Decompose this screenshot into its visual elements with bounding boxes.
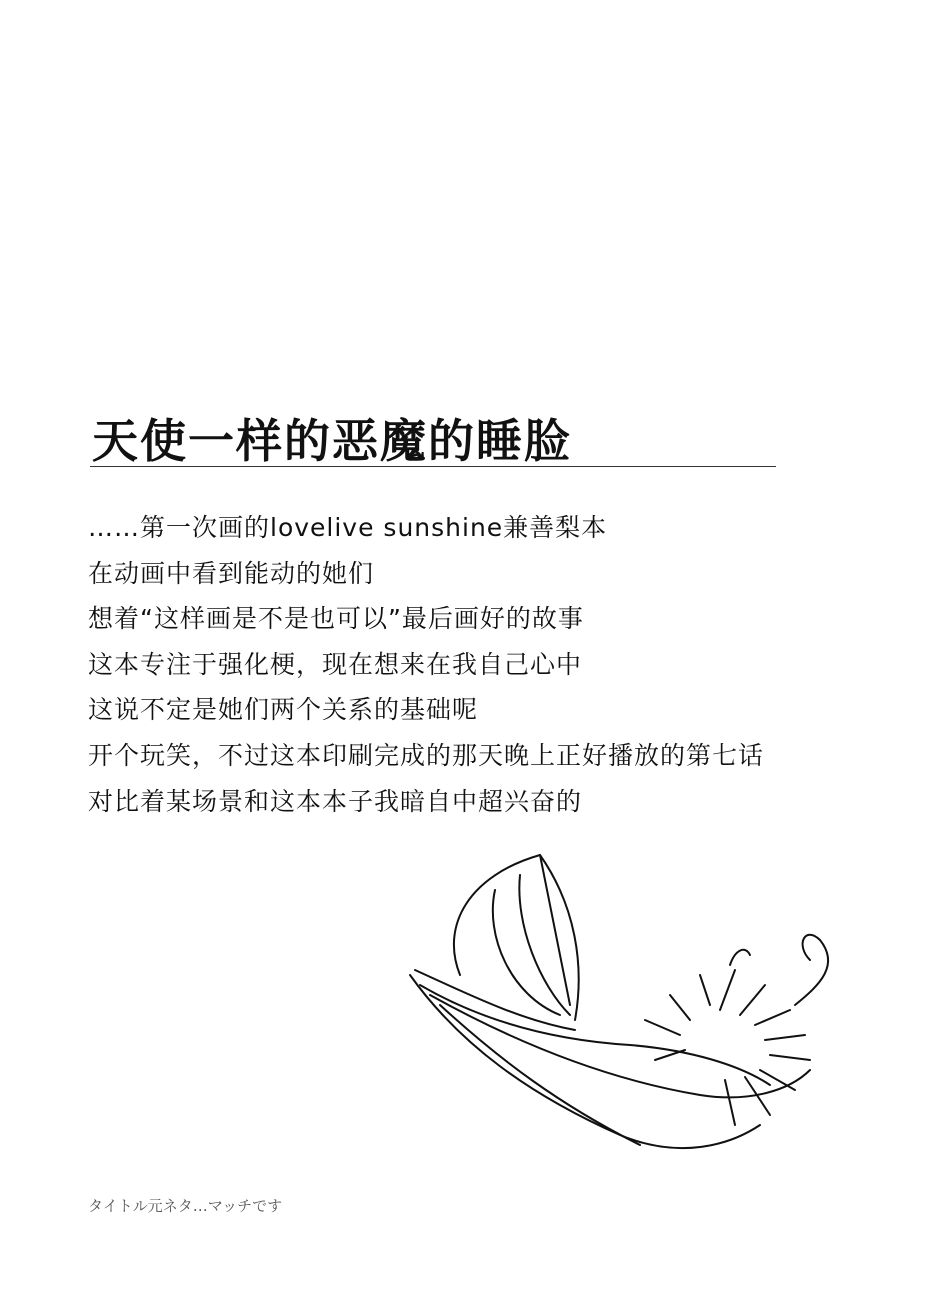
text-line: 开个玩笑，不过这本印刷完成的那天晚上正好播放的第七话 <box>88 740 765 770</box>
title-underline <box>90 466 776 467</box>
page-title: 天使一样的恶魔的睡脸 <box>92 414 572 468</box>
text-line: 这说不定是她们两个关系的基础呢 <box>88 695 479 725</box>
text-line: ……第一次画的lovelive sunshine兼善梨本 <box>88 513 608 542</box>
text-line: 想着“这样画是不是也可以”最后画好的故事 <box>88 604 584 634</box>
text-line: 对比着某场景和这本本子我暗自中超兴奋的 <box>88 786 583 816</box>
text-line: 在动画中看到能动的她们 <box>88 558 375 588</box>
afterword-text <box>88 505 764 824</box>
text-line: 这本专注于强化梗，现在想来在我自己心中 <box>88 649 583 679</box>
feather-icon <box>400 845 850 1205</box>
footnote: タイトル元ネタ…マッチです <box>88 1197 283 1215</box>
